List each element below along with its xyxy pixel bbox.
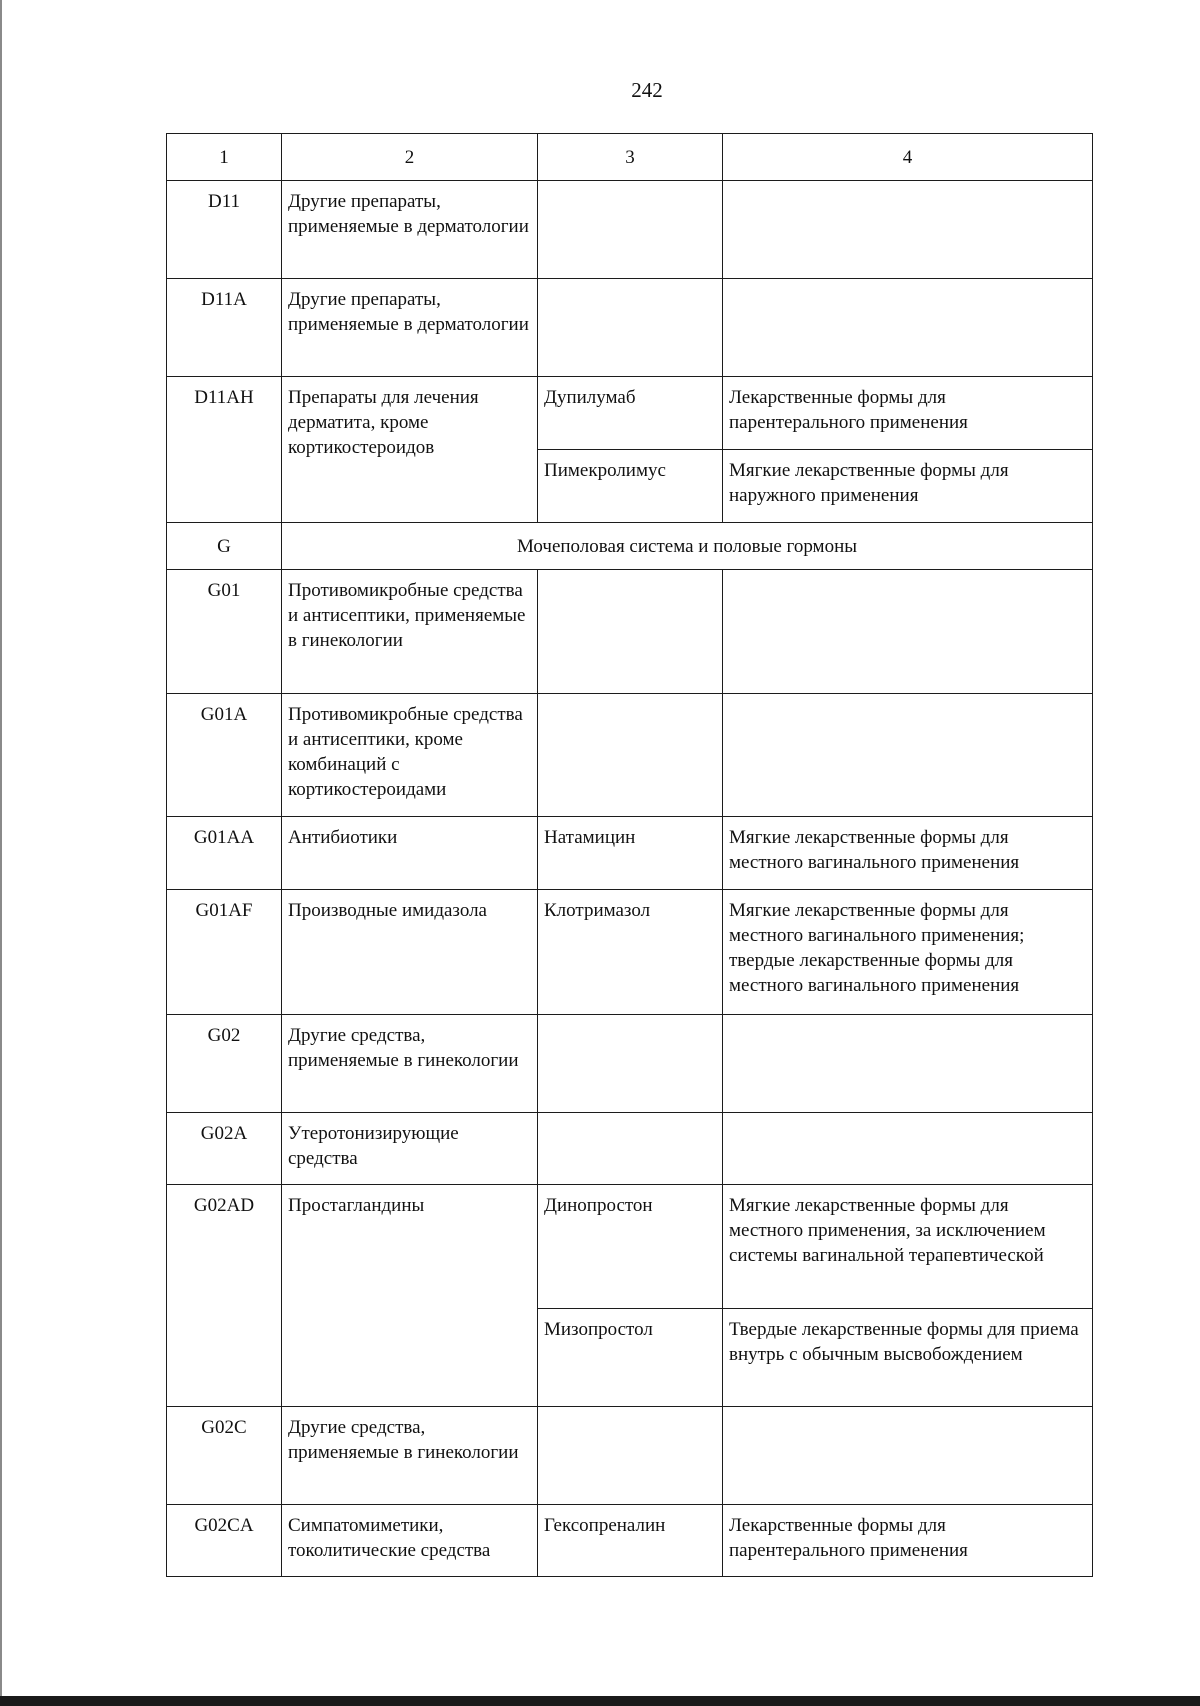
atc-group: Другие препараты, применяемые в дерматологии [282,279,538,377]
dosage-form [723,1113,1093,1185]
atc-code: G01A [167,694,282,817]
page-number: 242 [631,78,663,102]
atc-group: Антибиотики [282,817,538,890]
drug-name: Пимекролимус [538,450,723,523]
drug-name [538,1113,723,1185]
dosage-form: Мягкие лекарственные формы для местного вагинального применения; твердые лекарственные формы для местного вагинального применения [723,890,1093,1015]
atc-group: Другие средства, применяемые в гинекологии [282,1015,538,1113]
atc-group: Препараты для лечения дерматита, кроме кортикостероидов [282,377,538,523]
atc-code: D11 [167,181,282,279]
section-row [167,523,1093,570]
drug-name [538,279,723,377]
table-row [167,694,1093,817]
table-row [167,817,1093,890]
drug-name: Динопростон [538,1185,723,1309]
table-row [167,1505,1093,1577]
atc-code: D11AH [167,377,282,523]
atc-group: Простагландины [282,1185,538,1407]
table-row [167,1113,1093,1185]
drug-name: Натамицин [538,817,723,890]
atc-code: G [167,523,282,570]
drug-name [538,1407,723,1505]
dosage-form: Лекарственные формы для парентерального применения [723,377,1093,450]
atc-group: Другие средства, применяемые в гинекологии [282,1407,538,1505]
drug-name [538,181,723,279]
table-row [167,377,1093,450]
atc-code: G01AF [167,890,282,1015]
atc-code: G01AA [167,817,282,890]
table-row [167,181,1093,279]
section-title: Мочеполовая система и половые гормоны [282,523,1093,570]
scan-bottom-edge [0,1696,1200,1706]
table-row [167,1407,1093,1505]
dosage-form [723,1015,1093,1113]
dosage-form [723,570,1093,694]
table-header-row [167,134,1093,181]
atc-code: G01 [167,570,282,694]
dosage-form [723,1407,1093,1505]
table-row [167,1185,1093,1309]
medication-table [166,133,1093,1577]
table-row [167,570,1093,694]
header-cell-1: 1 [167,134,282,181]
atc-group: Противомикробные средства и антисептики, применяемые в гинекологии [282,570,538,694]
atc-group: Симпатомиметики, токолитические средства [282,1505,538,1577]
atc-code: G02CA [167,1505,282,1577]
drug-name [538,570,723,694]
drug-name: Мизопростол [538,1309,723,1407]
dosage-form: Мягкие лекарственные формы для местного вагинального применения [723,817,1093,890]
atc-code: G02A [167,1113,282,1185]
dosage-form: Мягкие лекарственные формы для наружного применения [723,450,1093,523]
dosage-form [723,279,1093,377]
header-cell-3: 3 [538,134,723,181]
atc-code: G02C [167,1407,282,1505]
scan-left-edge [0,0,2,1706]
drug-name [538,694,723,817]
drug-name: Гексопреналин [538,1505,723,1577]
dosage-form: Мягкие лекарственные формы для местного применения, за исключением системы вагинальной терапевтической [723,1185,1093,1309]
atc-code: G02AD [167,1185,282,1407]
atc-group: Производные имидазола [282,890,538,1015]
table-row [167,890,1093,1015]
atc-code: D11A [167,279,282,377]
table-row [167,279,1093,377]
drug-name: Дупилумаб [538,377,723,450]
atc-group: Утеротонизирующие средства [282,1113,538,1185]
atc-code: G02 [167,1015,282,1113]
dosage-form: Лекарственные формы для парентерального применения [723,1505,1093,1577]
header-cell-2: 2 [282,134,538,181]
dosage-form: Твердые лекарственные формы для приема внутрь с обычным высвобождением [723,1309,1093,1407]
drug-name [538,1015,723,1113]
atc-group: Другие препараты, применяемые в дерматологии [282,181,538,279]
dosage-form [723,694,1093,817]
atc-group: Противомикробные средства и антисептики, кроме комбинаций с кортикостероидами [282,694,538,817]
drug-name: Клотримазол [538,890,723,1015]
table-row [167,1015,1093,1113]
dosage-form [723,181,1093,279]
header-cell-4: 4 [723,134,1093,181]
